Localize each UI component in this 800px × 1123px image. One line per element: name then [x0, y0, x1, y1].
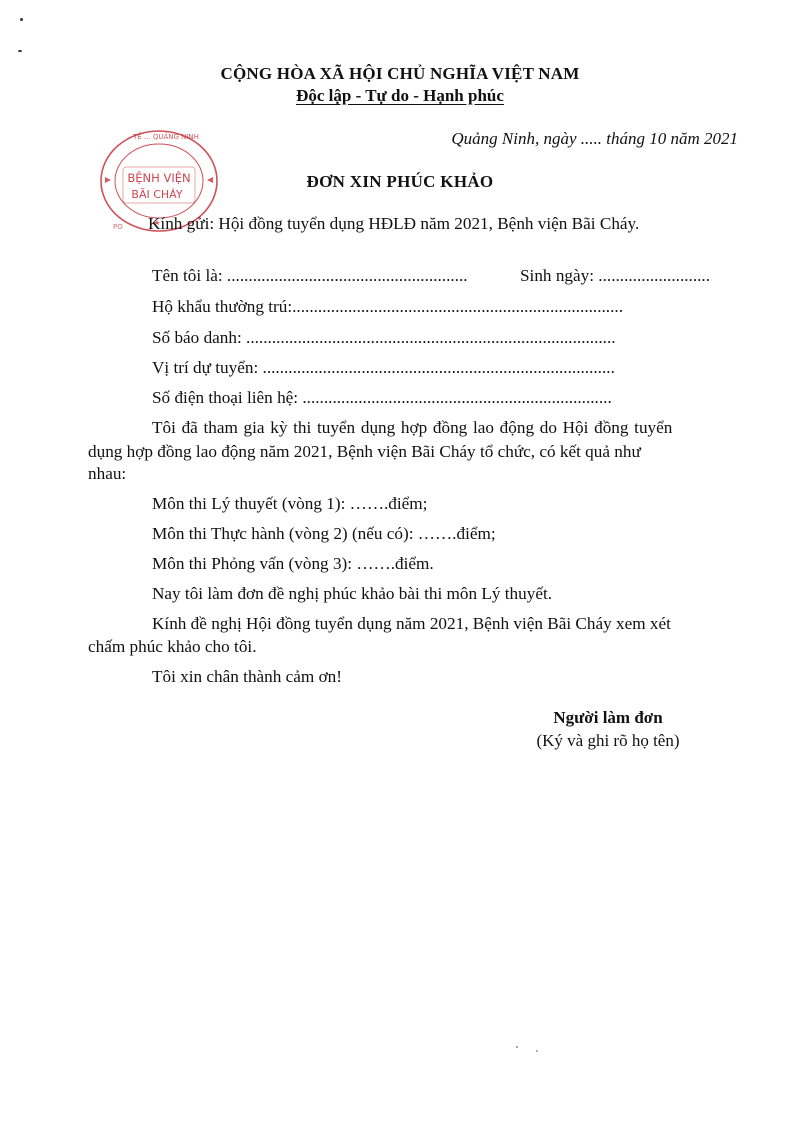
document-title: ĐƠN XIN PHÚC KHẢO: [306, 172, 494, 191]
score-practice: Môn thi Thực hành (vòng 2) (nếu có): …….điểm;: [152, 524, 496, 543]
scan-speck: [516, 1046, 518, 1048]
scan-speck: [20, 18, 23, 21]
nation-header: CỘNG HÒA XÃ HỘI CHỦ NGHĨA VIỆT NAM: [220, 64, 580, 83]
paragraph1-line2: dụng hợp đồng lao động năm 2021, Bệnh viện Bãi Cháy tổ chức, có kết quả như: [88, 442, 641, 461]
signature-block: [508, 708, 708, 751]
paragraph2-line2: chấm phúc khảo cho tôi.: [88, 637, 257, 656]
signature-note: (Ký và ghi rõ họ tên): [536, 731, 680, 750]
signature-title: Người làm đơn: [553, 708, 663, 727]
field-phone: Số điện thoại liên hệ: ........................................................................: [152, 388, 612, 407]
field-dob: Sinh ngày: ..........................: [520, 266, 711, 285]
field-candidate-no: Số báo danh: ......................................................................................: [152, 328, 616, 347]
scan-speck: [18, 50, 22, 52]
scan-speck: [536, 1050, 538, 1052]
seal-line-1: BỆNH VIỆN: [127, 171, 191, 185]
paragraph2-line1: Kính đề nghị Hội đồng tuyển dụng năm 2021, Bệnh viện Bãi Cháy xem xét: [152, 614, 671, 633]
motto-header: [0, 86, 800, 106]
place-date: Quảng Ninh, ngày ..... tháng 10 năm 2021: [451, 129, 738, 148]
thanks-line: Tôi xin chân thành cảm ơn!: [152, 667, 342, 686]
field-address: Hộ khẩu thường trú:.............................................................................: [152, 297, 623, 316]
seal-ring-text: TẾ ... QUẢNG NINH: [133, 133, 199, 141]
motto-text: Độc lập - Tự do - Hạnh phúc: [296, 86, 504, 105]
field-name: Tên tôi là: ........................................................: [152, 266, 468, 285]
paragraph1-line3: nhau:: [88, 464, 127, 483]
score-theory: Môn thi Lý thuyết (vòng 1): …….điểm;: [152, 494, 428, 513]
svg-text:PO: PO: [113, 223, 123, 231]
field-position: Vị trí dự tuyển: ..................................................................................: [152, 358, 615, 377]
score-interview: Môn thi Phỏng vấn (vòng 3): …….điểm.: [152, 554, 434, 573]
request-line: Nay tôi làm đơn đề nghị phúc khảo bài thi môn Lý thuyết.: [152, 584, 553, 603]
seal-line-2: BÃI CHÁY: [131, 188, 183, 201]
recipient: Kính gửi: Hội đồng tuyển dụng HĐLĐ năm 2021, Bệnh viện Bãi Cháy.: [148, 214, 640, 233]
paragraph1-line1: Tôi đã tham gia kỳ thi tuyển dụng hợp đồng lao động do Hội đồng tuyển: [152, 418, 673, 437]
